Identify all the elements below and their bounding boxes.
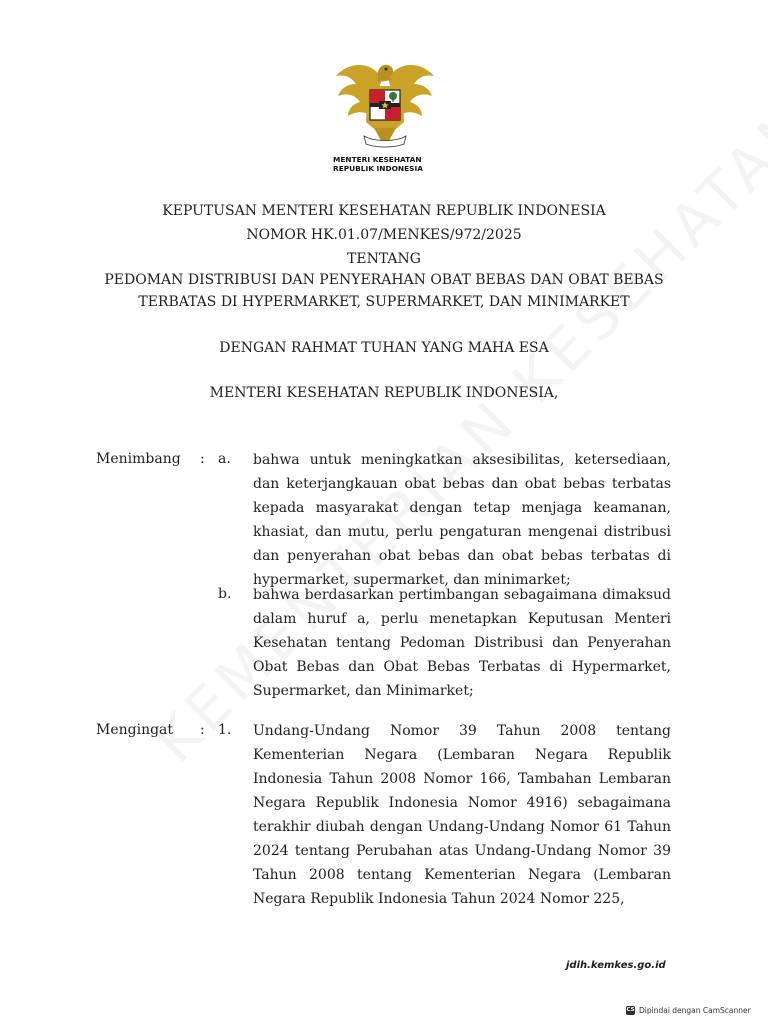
- camscanner-icon: CS: [626, 1007, 635, 1013]
- garuda-emblem-icon: [330, 56, 440, 156]
- menimbang-b-marker: b.: [218, 586, 232, 602]
- decree-about: TENTANG: [347, 251, 421, 267]
- menimbang-b-text: bahwa berdasarkan pertimbangan sebagaimana dimaksud dalam huruf a, perlu menetapkan Keputusan Menteri Kesehatan tentang Pedoman Distribusi dan Penyerahan Obat Bebas dan Obat Bebas Terbatas di Hypermarket, Supermarket, dan Minimarket;: [253, 587, 671, 699]
- mengingat-label: Mengingat: [96, 722, 174, 738]
- decree-number: NOMOR HK.01.07/MENKES/972/2025: [246, 227, 522, 243]
- mengingat-1-text: Undang-Undang Nomor 39 Tahun 2008 tentang Kementerian Negara (Lembaran Negara Republik Indonesia Tahun 2008 Nomor 166, Tambahan Lembaran Negara Republik Indonesia Nomor 4916) sebagaimana terakhir diubah dengan Undang-Undang Nomor 61 Tahun 2024 tentang Perubahan atas Undang-Undang Nomor 39 Tahun 2008 tentang Kementerian Negara (Lembaran Negara Republik Indonesia Tahun 2024 Nomor 225,: [253, 723, 671, 907]
- preamble-minister: MENTERI KESEHATAN REPUBLIK INDONESIA,: [209, 385, 559, 401]
- menimbang-label: Menimbang: [96, 451, 181, 467]
- mengingat-1-marker: 1.: [218, 722, 232, 738]
- menimbang-a-marker: a.: [218, 451, 231, 467]
- menimbang-a-text: bahwa untuk meningkatkan aksesibilitas, ketersediaan, dan keterjangkauan obat bebas dan obat bebas terbatas kepada masyarakat dengan tetap menjaga keamanan, khasiat, dan mutu, perlu pengaturan mengenai distribusi dan penyerahan obat bebas dan obat bebas terbatas di hypermarket, supermarket, dan minimarket;: [253, 452, 671, 588]
- decree-title: KEPUTUSAN MENTERI KESEHATAN REPUBLIK INDONESIA: [162, 203, 606, 219]
- decree-subject-line-1: PEDOMAN DISTRIBUSI DAN PENYERAHAN OBAT BEBAS DAN OBAT BEBAS: [104, 272, 664, 288]
- decree-subject-line-2: TERBATAS DI HYPERMARKET, SUPERMARKET, DAN MINIMARKET: [138, 294, 630, 310]
- ministry-block: [333, 156, 443, 173]
- menimbang-colon: :: [200, 451, 205, 467]
- preamble-blessing: DENGAN RAHMAT TUHAN YANG MAHA ESA: [219, 340, 549, 356]
- scanner-watermark: [626, 1006, 751, 1015]
- scanner-text: Dipindai dengan CamScanner: [639, 1006, 751, 1015]
- jdih-link[interactable]: jdih.kemkes.go.id: [566, 960, 666, 971]
- mengingat-colon: :: [200, 722, 205, 738]
- ministry-line-2: REPUBLIK INDONESIA: [333, 163, 423, 173]
- ministry-line-1: MENTERI KESEHATAN: [333, 155, 422, 164]
